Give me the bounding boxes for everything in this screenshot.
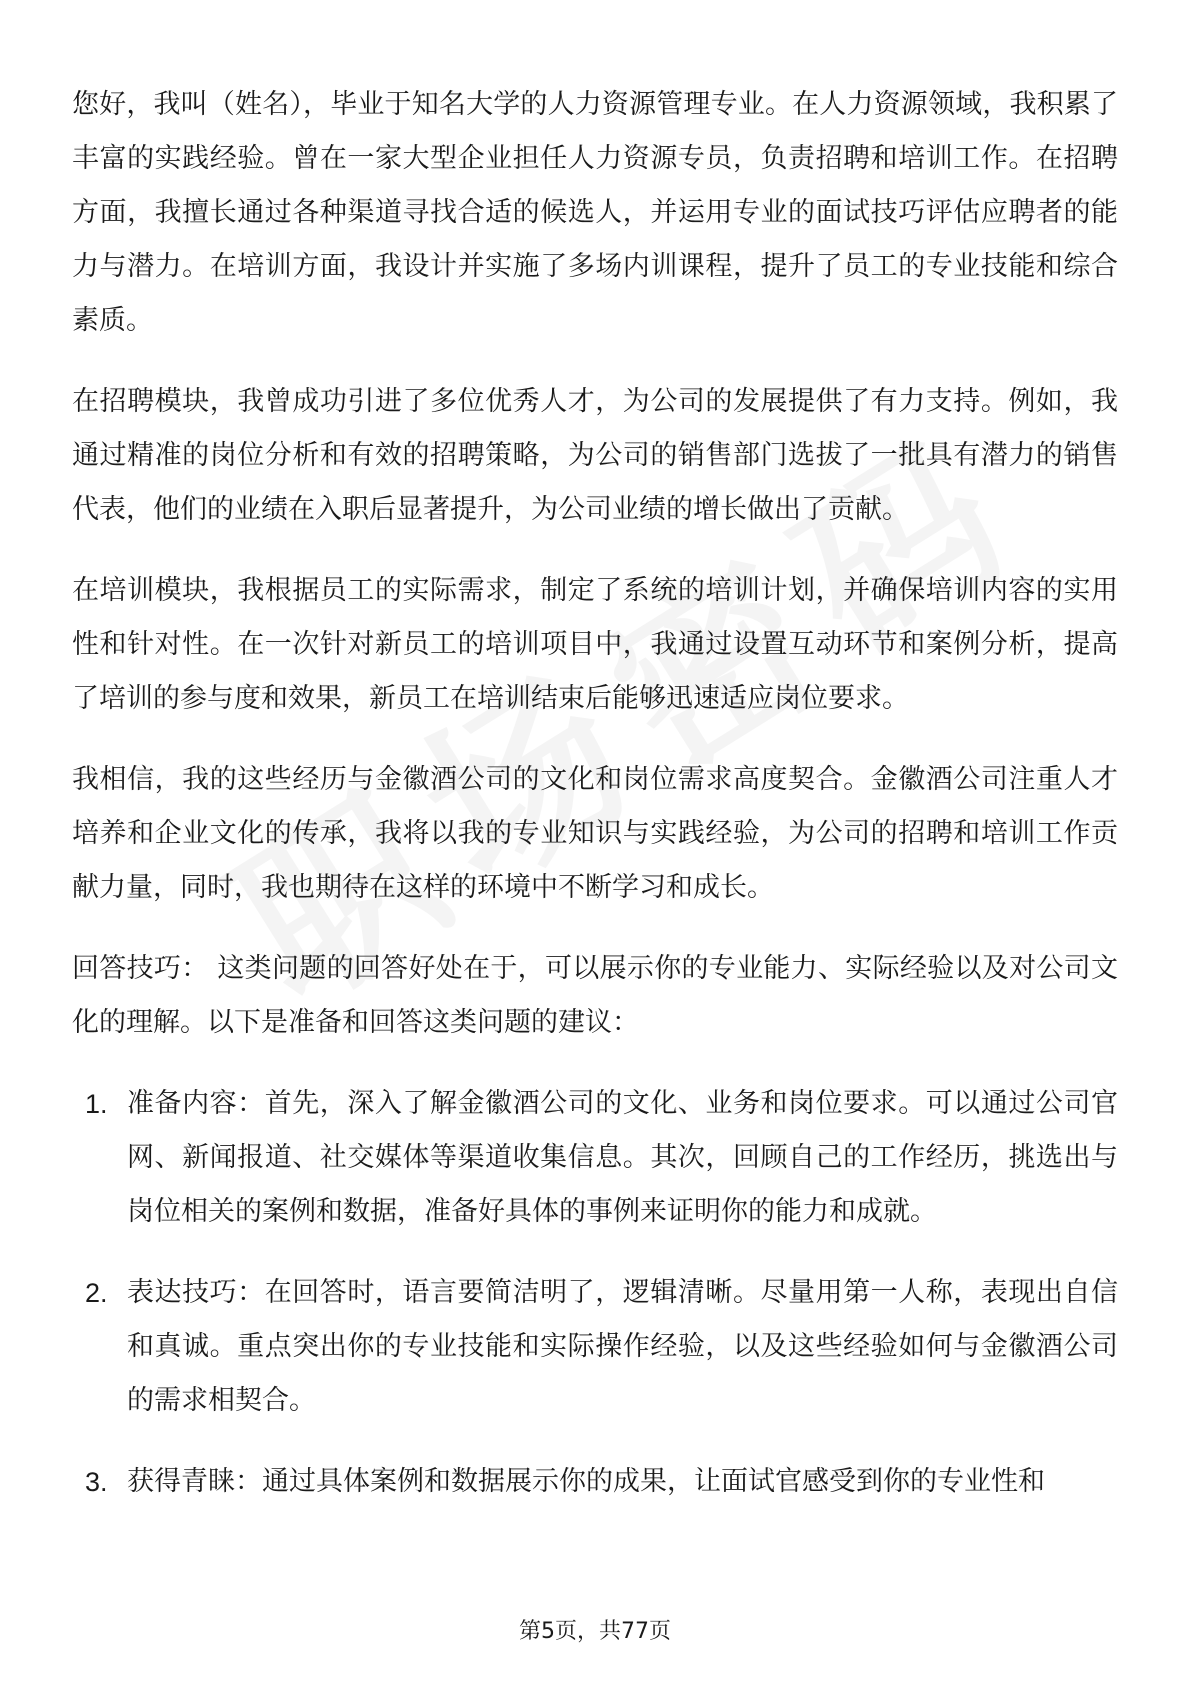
page-content xyxy=(72,78,1118,1509)
list-item-text: 准备内容：首先，深入了解金徽酒公司的文化、业务和岗位要求。可以通过公司官网、新闻报道、社交媒体等渠道收集信息。其次，回顾自己的工作经历，挑选出与岗位相关的案例和数据，准备好具体的事例来证明你的能力和成就。 xyxy=(127,1088,1118,1227)
list-item-text: 表达技巧：在回答时，语言要简洁明了，逻辑清晰。尽量用第一人称，表现出自信和真诚。重点突出你的专业技能和实际操作经验，以及这些经验如何与金徽酒公司的需求相契合。 xyxy=(127,1277,1118,1416)
list-item xyxy=(72,1266,1118,1428)
page-footer: 第5页，共77页 xyxy=(519,1619,671,1644)
list-number: 3. xyxy=(85,1467,108,1497)
paragraph-conclusion: 我相信，我的这些经历与金徽酒公司的文化和岗位需求高度契合。金徽酒公司注重人才培养和企业文化的传承，我将以我的专业知识与实践经验，为公司的招聘和培训工作贡献力量，同时，我也期待在这样的环境中不断学习和成长。 xyxy=(72,764,1118,903)
paragraph-tips: 回答技巧： 这类问题的回答好处在于，可以展示你的专业能力、实际经验以及对公司文化的理解。以下是准备和回答这类问题的建议： xyxy=(72,953,1118,1038)
list-item xyxy=(72,1455,1118,1509)
paragraph-recruitment: 在招聘模块，我曾成功引进了多位优秀人才，为公司的发展提供了有力支持。例如，我通过精准的岗位分析和有效的招聘策略，为公司的销售部门选拔了一批具有潜力的销售代表，他们的业绩在入职后显著提升，为公司业绩的增长做出了贡献。 xyxy=(72,386,1118,525)
list-item xyxy=(72,1077,1118,1239)
list-number: 2. xyxy=(85,1278,108,1308)
paragraph-training: 在培训模块，我根据员工的实际需求，制定了系统的培训计划，并确保培训内容的实用性和针对性。在一次针对新员工的培训项目中，我通过设置互动环节和案例分析，提高了培训的参与度和效果，新员工在培训结束后能够迅速适应岗位要求。 xyxy=(72,575,1118,714)
list-number: 1. xyxy=(85,1089,108,1119)
list-item-text: 获得青睐：通过具体案例和数据展示你的成果，让面试官感受到你的专业性和 xyxy=(127,1466,1045,1497)
paragraph-intro: 您好，我叫（姓名），毕业于知名大学的人力资源管理专业。在人力资源领域，我积累了丰富的实践经验。曾在一家大型企业担任人力资源专员，负责招聘和培训工作。在招聘方面，我擅长通过各种渠道寻找合适的候选人，并运用专业的面试技巧评估应聘者的能力与潜力。在培训方面，我设计并实施了多场内训课程，提升了员工的专业技能和综合素质。 xyxy=(72,89,1118,336)
